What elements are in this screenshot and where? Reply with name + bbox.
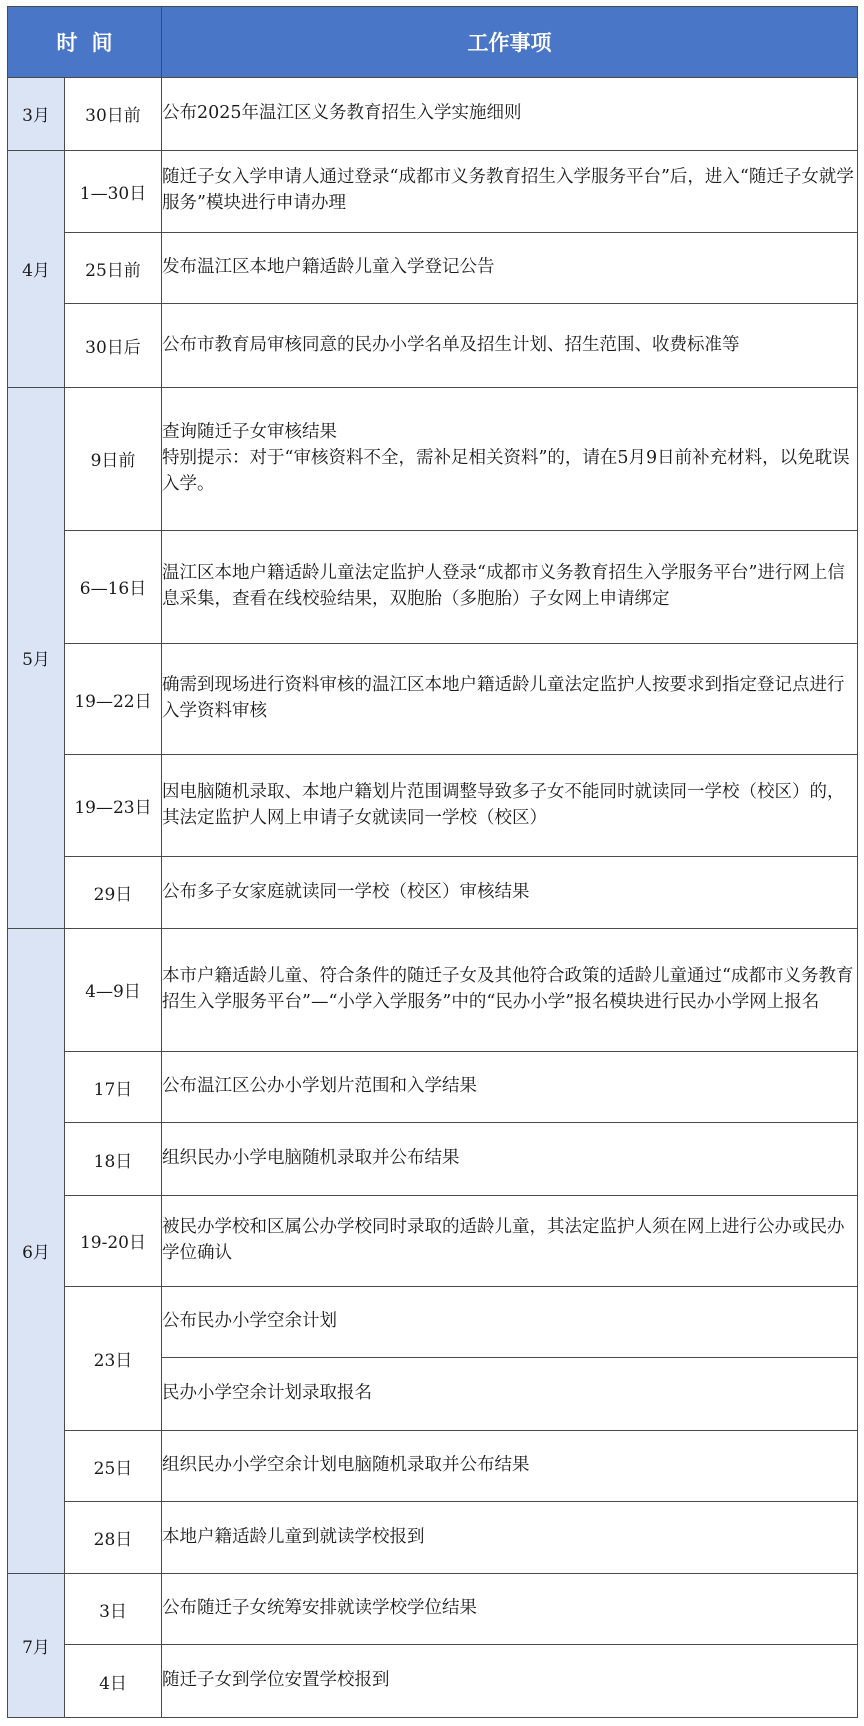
day-cell: 25日 <box>65 1431 162 1502</box>
task-cell <box>162 1645 858 1718</box>
day-cell: 30日前 <box>65 78 162 151</box>
day-cell: 19—22日 <box>65 644 162 755</box>
day-cell: 30日后 <box>65 304 162 388</box>
task-text: 本地户籍适龄儿童到就读学校报到 <box>162 1526 425 1547</box>
schedule-row <box>8 150 858 232</box>
month-cell: 5月 <box>8 387 65 928</box>
task-cell <box>162 1573 858 1644</box>
task-text: 被民办学校和区属公办学校同时录取的适龄儿童，其法定监护人须在网上进行公办或民办学位确认 <box>162 1217 845 1263</box>
month-cell: 6月 <box>8 928 65 1573</box>
schedule-row <box>8 78 858 151</box>
schedule-row <box>8 1431 858 1502</box>
schedule-row <box>8 304 858 388</box>
task-text: 特别提示：对于“审核资料不全，需补足相关资料”的，请在5月9日前补充材料，以免耽误入学。 <box>162 447 850 494</box>
day-cell: 4—9日 <box>65 928 162 1051</box>
task-text: 温江区本地户籍适龄儿童法定监护人登录“成都市义务教育招生入学服务平台”进行网上信息采集，查看在线校验结果，双胞胎（多胞胎）子女网上申请绑定 <box>162 563 845 609</box>
enrollment-schedule-table <box>7 6 858 1718</box>
day-cell: 6—16日 <box>65 530 162 643</box>
task-text: 公布随迁子女统筹安排就读学校学位结果 <box>162 1598 477 1619</box>
day-cell: 3日 <box>65 1573 162 1644</box>
schedule-row <box>8 530 858 643</box>
schedule-row <box>8 1645 858 1718</box>
day-cell: 23日 <box>65 1287 162 1431</box>
task-cell <box>162 928 858 1051</box>
day-cell: 17日 <box>65 1051 162 1122</box>
day-cell: 28日 <box>65 1502 162 1573</box>
task-text: 发布温江区本地户籍适龄儿童入学登记公告 <box>162 257 495 278</box>
schedule-row <box>8 1123 858 1196</box>
task-cell <box>162 644 858 755</box>
month-cell: 4月 <box>8 150 65 387</box>
task-cell <box>162 1431 858 1502</box>
task-text: 公布2025年温江区义务教育招生入学实施细则 <box>162 102 522 123</box>
task-cell <box>162 1358 858 1431</box>
task-cell <box>162 232 858 303</box>
header-time: 时间 <box>8 7 162 78</box>
task-text: 公布市教育局审核同意的民办小学名单及招生计划、招生范围、收费标准等 <box>162 334 740 355</box>
task-text: 公布多子女家庭就读同一学校（校区）审核结果 <box>162 881 530 902</box>
header-row <box>8 7 858 78</box>
schedule-row <box>8 857 858 928</box>
schedule-row <box>8 1051 858 1122</box>
day-cell: 18日 <box>65 1123 162 1196</box>
task-text: 本市户籍适龄儿童、符合条件的随迁子女及其他符合政策的适龄儿童通过“成都市义务教育招生入学服务平台”—“小学入学服务”中的“民办小学”报名模块进行民办小学网上报名 <box>162 965 854 1012</box>
task-text: 确需到现场进行资料审核的温江区本地户籍适龄儿童法定监护人按要求到指定登记点进行入学资料审核 <box>162 675 845 722</box>
header-task: 工作事项 <box>162 7 858 78</box>
schedule-row <box>8 1195 858 1286</box>
task-text: 因电脑随机录取、本地户籍划片范围调整导致多子女不能同时就读同一学校（校区）的，其法定监护人网上申请子女就读同一学校（校区） <box>162 781 845 828</box>
schedule-row <box>8 1502 858 1573</box>
task-text: 公布温江区公办小学划片范围和入学结果 <box>162 1076 477 1097</box>
schedule-row <box>8 1573 858 1644</box>
task-cell <box>162 304 858 388</box>
schedule-row <box>8 232 858 303</box>
day-cell: 1—30日 <box>65 150 162 232</box>
day-cell: 4日 <box>65 1645 162 1718</box>
schedule-row <box>8 928 858 1051</box>
task-text: 民办小学空余计划录取报名 <box>162 1383 372 1404</box>
task-cell <box>162 857 858 928</box>
task-cell <box>162 755 858 857</box>
day-cell: 9日前 <box>65 387 162 530</box>
task-text: 查询随迁子女审核结果 <box>162 422 337 443</box>
task-text: 随迁子女入学申请人通过登录“成都市义务教育招生入学服务平台”后，进入“随迁子女就学服务”模块进行申请办理 <box>162 167 854 214</box>
day-cell: 19-20日 <box>65 1195 162 1286</box>
month-cell: 7月 <box>8 1573 65 1717</box>
task-cell <box>162 1502 858 1573</box>
task-cell <box>162 387 858 530</box>
day-cell: 29日 <box>65 857 162 928</box>
task-cell <box>162 1287 858 1358</box>
task-cell <box>162 530 858 643</box>
task-cell <box>162 1195 858 1286</box>
task-cell <box>162 150 858 232</box>
schedule-row <box>8 644 858 755</box>
task-text: 随迁子女到学位安置学校报到 <box>162 1670 390 1691</box>
day-cell: 25日前 <box>65 232 162 303</box>
task-text: 公布民办小学空余计划 <box>162 1311 337 1332</box>
task-text: 组织民办小学空余计划电脑随机录取并公布结果 <box>162 1455 530 1476</box>
schedule-row <box>8 387 858 530</box>
schedule-row <box>8 1287 858 1358</box>
task-cell <box>162 78 858 151</box>
month-cell: 3月 <box>8 78 65 151</box>
task-cell <box>162 1123 858 1196</box>
task-text: 组织民办小学电脑随机录取并公布结果 <box>162 1148 460 1169</box>
schedule-row <box>8 755 858 857</box>
task-cell <box>162 1051 858 1122</box>
day-cell: 19—23日 <box>65 755 162 857</box>
